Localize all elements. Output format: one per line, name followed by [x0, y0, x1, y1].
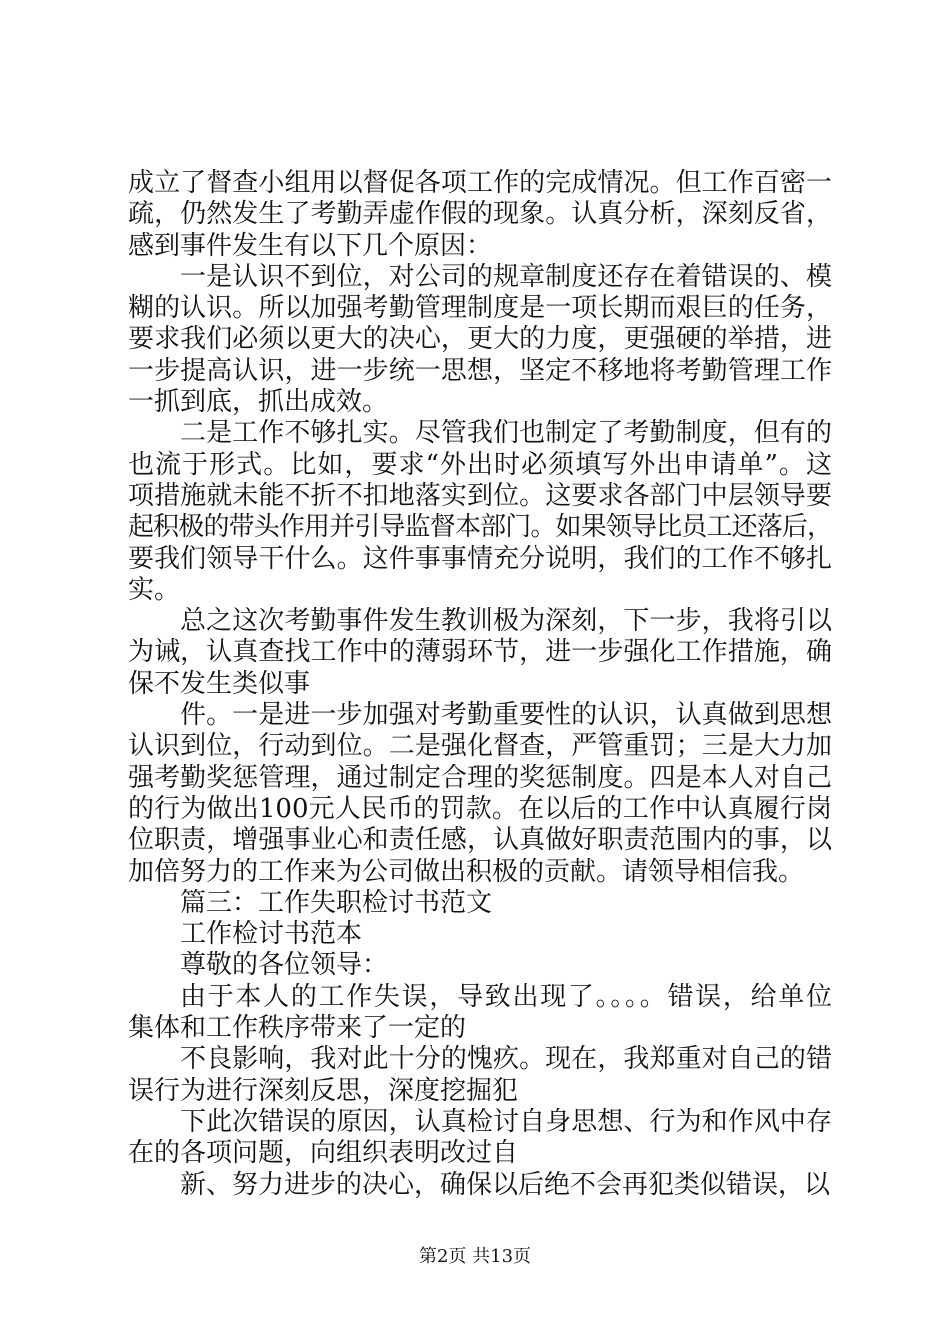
- paragraph: [128, 982, 832, 1045]
- text-line: 二是工作不够扎实。尽管我们也制定了考勤制度，但有的: [180, 418, 832, 449]
- text-line: 认识到位，行动到位。二是强化督查，严管重罚；三是大力加: [128, 731, 832, 762]
- paragraph: [128, 606, 832, 700]
- paragraph: [128, 1107, 832, 1170]
- text-line: 项措施就未能不折不扣地落实到位。这要求各部门中层领导要: [128, 480, 832, 511]
- text-line: 下此次错误的原因，认真检讨自身思想、行为和作风中存: [180, 1106, 832, 1137]
- text-line: 疏，仍然发生了考勤弄虚作假的现象。认真分析，深刻反省，: [128, 199, 832, 230]
- paragraph: [128, 262, 832, 418]
- text-line: 篇三：工作失职检讨书范文: [180, 887, 493, 918]
- text-line: 强考勤奖惩管理，通过制定合理的奖惩制度。四是本人对自己: [128, 762, 832, 793]
- text-line: 保不发生类似事: [128, 668, 311, 699]
- text-line: 糊的认识。所以加强考勤管理制度是一项长期而艰巨的任务，: [128, 293, 832, 324]
- text-line: 不良影响，我对此十分的愧疚。现在，我郑重对自己的错: [180, 1044, 832, 1075]
- text-line: 新、努力进步的决心，确保以后绝不会再犯类似错误，以: [180, 1169, 831, 1200]
- paragraph: [128, 950, 832, 981]
- text-line: 起积极的带头作用并引导监督本部门。如果领导比员工还落后，: [128, 512, 832, 543]
- text-line: 在的各项问题，向组织表明改过自: [128, 1138, 519, 1169]
- text-line: 成立了督查小组用以督促各项工作的完成情况。但工作百密一: [128, 168, 832, 198]
- text-line: 感到事件发生有以下几个原因：: [128, 230, 493, 261]
- text-line: 要求我们必须以更大的决心，更大的力度，更强硬的举措，进: [128, 324, 832, 355]
- paragraph: [128, 700, 832, 888]
- text-line: 的行为做出100元人民币的罚款。在以后的工作中认真履行岗: [128, 793, 832, 824]
- text-line: 位职责，增强事业心和责任感，认真做好职责范围内的事，以: [128, 825, 832, 856]
- text-line: 总之这次考勤事件发生教训极为深刻，下一步，我将引以: [180, 606, 832, 637]
- text-line: 集体和工作秩序带来了一定的: [128, 1013, 467, 1044]
- text-line: 也流于形式。比如，要求“外出时必须填写外出申请单”。这: [128, 449, 832, 480]
- paragraph: [128, 888, 832, 919]
- page-footer: 第2页 共13页: [418, 1246, 532, 1267]
- text-line: 误行为进行深刻反思，深度挖掘犯: [128, 1075, 519, 1106]
- paragraph: [128, 1044, 832, 1107]
- paragraph: [128, 1170, 832, 1201]
- text-line: 一步提高认识，进一步统一思想，坚定不移地将考勤管理工作: [128, 355, 832, 386]
- text-line: 要我们领导干什么。这件事事情充分说明，我们的工作不够扎: [128, 543, 832, 574]
- text-line: 为诫，认真查找工作中的薄弱环节，进一步强化工作措施，确: [128, 637, 832, 668]
- text-line: 实。: [128, 574, 181, 605]
- paragraph: [128, 418, 832, 606]
- text-line: 件。一是进一步加强对考勤重要性的认识，认真做到思想: [180, 700, 832, 731]
- text-line: 工作检讨书范本: [180, 919, 363, 950]
- text-line: 尊敬的各位领导：: [180, 950, 389, 981]
- paragraph: [128, 168, 832, 262]
- text-line: 一抓到底，抓出成效。: [128, 387, 389, 418]
- paragraph: [128, 919, 832, 950]
- text-line: 加倍努力的工作来为公司做出积极的贡献。请领导相信我。: [128, 856, 805, 887]
- text-line: 一是认识不到位，对公司的规章制度还存在着错误的、模: [180, 261, 832, 292]
- text-line: 由于本人的工作失误，导致出现了。。。。错误，给单位: [180, 981, 832, 1012]
- document-body: [128, 168, 832, 1201]
